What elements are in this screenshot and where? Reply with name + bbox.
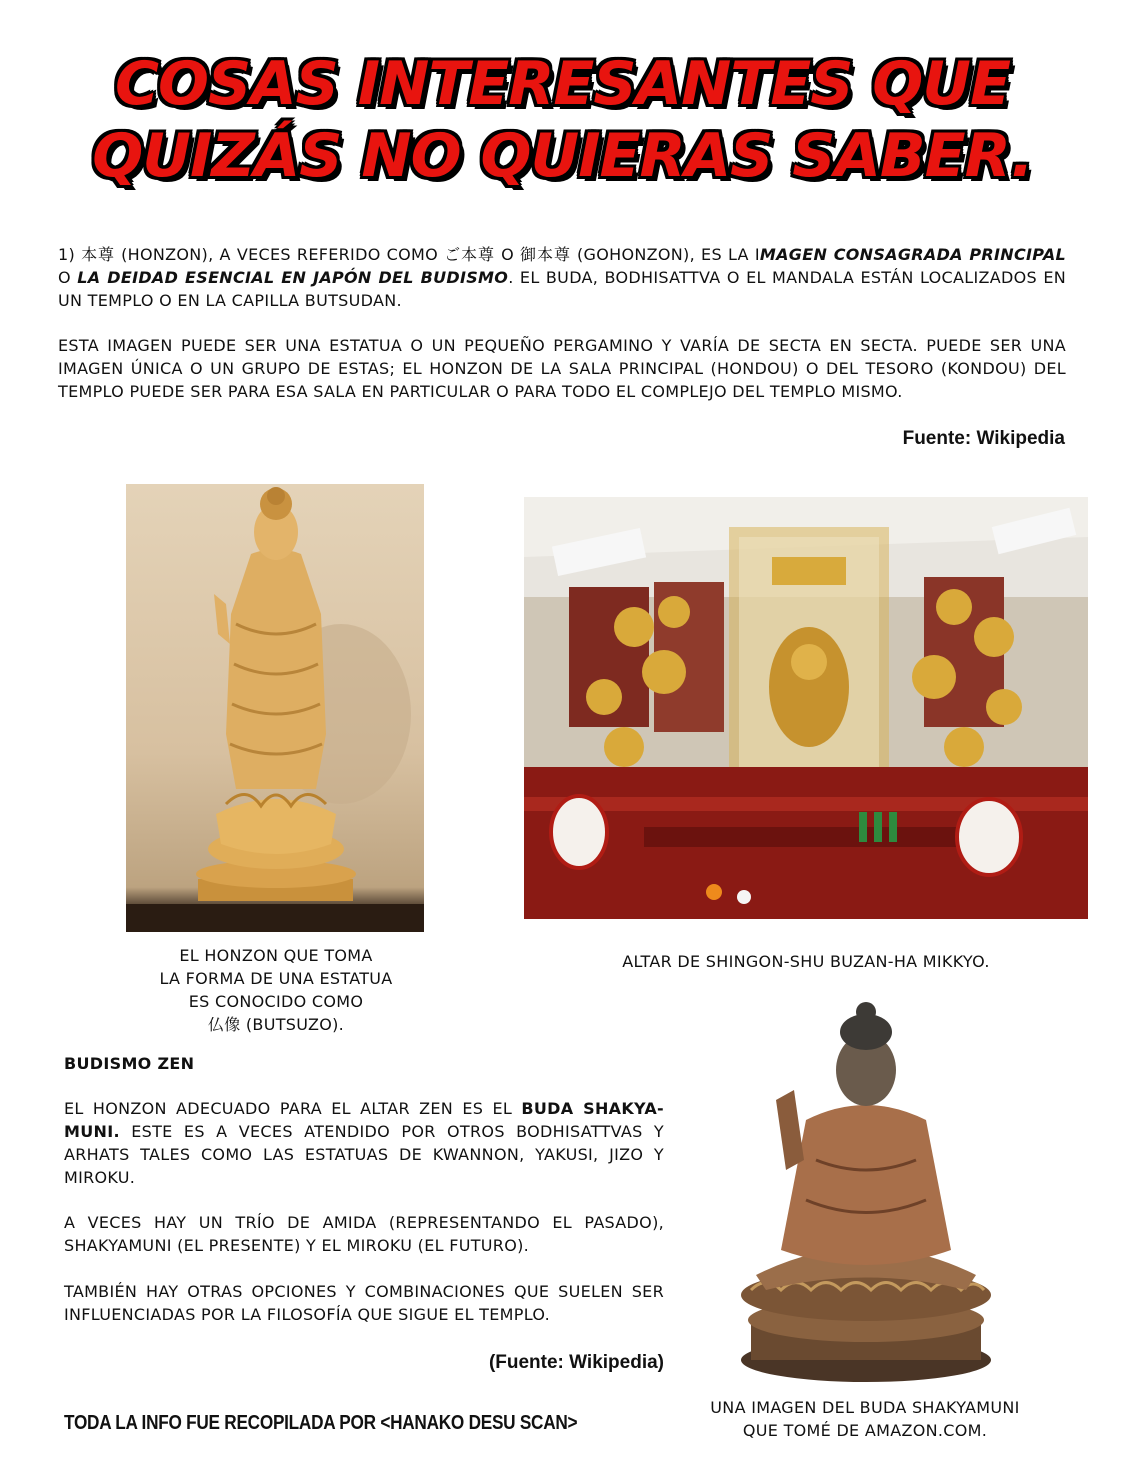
altar-caption: ALTAR DE SHINGON-SHU BUZAN-HA MIKKYO.: [622, 952, 990, 971]
zen-p1-a: EL HONZON ADECUADO PARA EL ALTAR ZEN ES EL: [64, 1099, 522, 1118]
seated-buddha-caption: [690, 1396, 1040, 1442]
intro-paragraph-1: [58, 243, 1066, 312]
zen-p1-c: ESTE ES A VECES ATENDIDO POR OTROS BODHISATTVAS Y ARHATS TALES COMO LAS ESTATUAS DE KWANNON, YAKUSI, JIZO Y MIROKU.: [64, 1122, 664, 1187]
seated-buddha-caption-line-2: QUE TOMÉ DE AMAZON.COM.: [742, 1421, 988, 1440]
seated-buddha-caption-line-1: UNA IMAGEN DEL BUDA SHAKYAMUNI: [710, 1398, 1020, 1417]
altar-photo: [524, 497, 1088, 919]
standing-buddha-photo: [126, 484, 424, 932]
zen-p1-bold: BUDA SHAKYA-MUNI.: [64, 1099, 664, 1141]
intro-p1-e: . EL BUDA, BODHISATTVA O EL MANDALA ESTÁN LOCALIZADOS EN UN TEMPLO O EN LA CAPILLA BUTSUDAN.: [58, 268, 1067, 310]
intro-p1-c: O: [58, 268, 78, 287]
zen-paragraph-1: [64, 1097, 664, 1189]
page-title: [0, 48, 1125, 192]
title-line-1: COSAS INTERESANTES QUE: [114, 49, 1011, 119]
seated-buddha-photo: [716, 990, 1016, 1390]
intro-source: Fuente: Wikipedia: [902, 428, 1065, 449]
statue-caption-line-3: ES CONOCIDO COMO: [188, 992, 364, 1011]
statue-caption: [126, 944, 426, 1036]
intro-paragraph-2: ESTA IMAGEN PUEDE SER UNA ESTATUA O UN PEQUEÑO PERGAMINO Y VARÍA DE SECTA EN SECTA. PUEDE SER UNA IMAGEN ÚNICA O UN GRUPO DE ESTAS; EL HONZON DE LA SALA PRINCIPAL (HONDOU) O DEL TESORO (KONDOU) DEL TEMPLO PUEDE SER PARA ESA SALA EN PARTICULAR O PARA TODO EL COMPLEJO DEL TEMPLO MISMO.: [58, 336, 1066, 401]
credit-line: TODA LA INFO FUE RECOPILADA POR <HANAKO DESU SCAN>: [64, 1412, 578, 1434]
statue-caption-line-2: LA FORMA DE UNA ESTATUA: [159, 969, 393, 988]
statue-caption-line-4: 仏像 (BUTSUZO).: [207, 1015, 345, 1034]
zen-paragraph-3: TAMBIÉN HAY OTRAS OPCIONES Y COMBINACIONES QUE SUELEN SER INFLUENCIADAS POR LA FILOSOFÍA QUE SIGUE EL TEMPLO.: [64, 1282, 664, 1324]
zen-heading: BUDISMO ZEN: [64, 1054, 195, 1073]
statue-caption-line-1: EL HONZON QUE TOMA: [179, 946, 373, 965]
zen-paragraph-2: A VECES HAY UN TRÍO DE AMIDA (REPRESENTANDO EL PASADO), SHAKYAMUNI (EL PRESENTE) Y EL MIROKU (EL FUTURO).: [64, 1213, 664, 1255]
title-line-2: QUIZÁS NO QUIERAS SABER.: [92, 121, 1033, 191]
zen-source: (Fuente: Wikipedia): [488, 1352, 664, 1373]
intro-p1-bold-2: LA DEIDAD ESENCIAL EN JAPÓN DEL BUDISMO: [77, 268, 509, 287]
intro-p1-bold-1: MAGEN CONSAGRADA PRINCIPAL: [759, 245, 1067, 264]
intro-p1-a: 1) 本尊 (HONZON), A VECES REFERIDO COMO ご本尊 O 御本尊 (GOHONZON), ES LA I: [58, 245, 760, 264]
